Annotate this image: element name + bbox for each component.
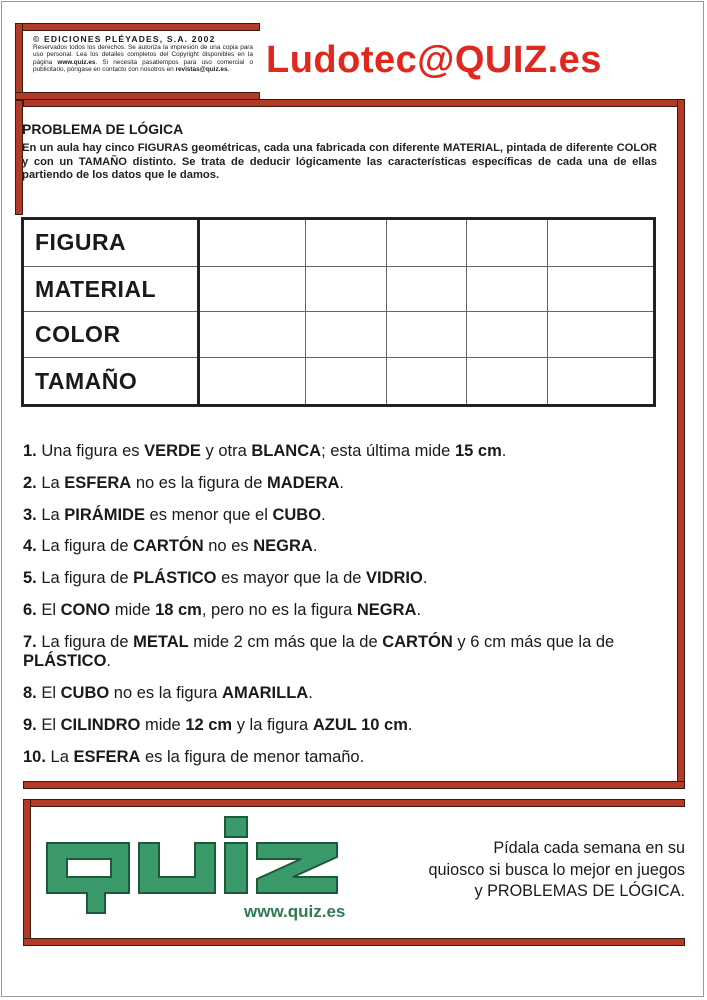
clue-item <box>23 506 663 526</box>
clue-text: mide 2 cm más que la de <box>188 632 383 651</box>
clue-text: Una figura es <box>41 442 145 460</box>
clue-text: y otra <box>200 442 252 460</box>
clue-text: La figura de <box>41 537 134 556</box>
frame-mid-bottom-bar <box>23 781 685 789</box>
grid-cell[interactable] <box>547 312 654 358</box>
grid-cell[interactable] <box>467 266 547 312</box>
clue-text: La <box>41 505 65 524</box>
clue-number: 4. <box>23 537 37 556</box>
promo-line-2: quiosco si busca lo mejor en juegos <box>428 860 685 879</box>
clue-keyword: BLANCA <box>251 442 322 460</box>
clue-text: . <box>339 473 345 492</box>
grid-cell[interactable] <box>199 266 306 312</box>
copyright-notice <box>33 34 253 73</box>
grid-cell[interactable] <box>547 358 654 406</box>
clue-text: El <box>41 600 61 619</box>
grid-cell[interactable] <box>306 219 386 267</box>
clue-keyword: VIDRIO <box>366 569 423 588</box>
logic-grid <box>21 217 656 407</box>
quiz-logo <box>45 815 375 915</box>
frame-top-left-bar <box>15 23 260 31</box>
clue-number: 8. <box>23 684 37 703</box>
clue-text: . <box>407 715 413 734</box>
clue-number: 1. <box>23 442 37 460</box>
clue-keyword: CARTÓN <box>382 632 453 651</box>
grid-row <box>23 266 655 312</box>
copyright-title: © EDICIONES PLÉYADES, S.A. 2002 <box>33 34 216 44</box>
clue-text: La <box>41 473 65 492</box>
clue-text: mide <box>110 600 156 619</box>
clue-number: 10. <box>23 747 46 766</box>
grid-cell[interactable] <box>306 266 386 312</box>
clue-text: y 6 cm más que la de <box>452 632 615 651</box>
problem-intro: En un aula hay cinco FIGURAS geométricas, cada una fabricada con diferente MATERIAL, pintada de diferente COLOR y con un TAMAÑO distinto. Se trata de deducir lógicamente las características específicas de cada una de ellas partiendo de los datos que le damos. <box>22 142 657 181</box>
clue-list <box>23 442 663 779</box>
clue-keyword: MADERA <box>267 473 340 492</box>
clue-keyword: CUBO <box>272 505 322 524</box>
clue-item <box>23 633 663 672</box>
grid-cell[interactable] <box>547 219 654 267</box>
quiz-url[interactable]: www.quiz.es <box>244 902 346 921</box>
clue-number: 9. <box>23 715 37 734</box>
grid-cell[interactable] <box>199 312 306 358</box>
copyright-text-2: . Si necesita pasatiempos para uso comercial o publicitario, póngase en contacto con nosotros en <box>33 58 253 73</box>
clue-text: es menor que el <box>144 505 273 524</box>
clue-keyword: NEGRA <box>253 537 313 556</box>
clue-keyword: CUBO <box>60 684 110 703</box>
grid-row-label: TAMAÑO <box>23 358 199 406</box>
grid-cell[interactable] <box>386 219 466 267</box>
clue-text: . <box>422 569 428 588</box>
clue-text: . <box>106 652 112 671</box>
promo-line-3: y PROBLEMAS DE LÓGICA. <box>474 882 685 900</box>
frame-horizontal-divider <box>23 99 685 107</box>
promo-text <box>376 838 685 903</box>
clue-text: ; esta última mide <box>321 442 455 460</box>
clue-text: La <box>50 747 74 766</box>
grid-row-label: MATERIAL <box>23 266 199 312</box>
clue-item <box>23 537 663 557</box>
clue-keyword: ESFERA <box>73 747 141 766</box>
clue-text: no es la figura <box>109 684 223 703</box>
grid-row-label: COLOR <box>23 312 199 358</box>
frame-footer-top-bar <box>23 799 685 807</box>
frame-footer-bottom-bar <box>23 938 685 946</box>
grid-cell[interactable] <box>386 266 466 312</box>
clue-keyword: AMARILLA <box>222 684 309 703</box>
clue-text: . <box>312 537 318 556</box>
clue-text: no es <box>203 537 254 556</box>
brand-title: Ludotec@QUIZ.es <box>266 39 602 81</box>
clue-number: 5. <box>23 569 37 588</box>
clue-text: . <box>501 442 507 460</box>
grid-cell[interactable] <box>386 358 466 406</box>
clue-item <box>23 748 663 768</box>
clue-text: y la figura <box>232 715 313 734</box>
clue-keyword: CARTÓN <box>133 537 204 556</box>
clue-keyword: AZUL 10 cm <box>312 715 408 734</box>
clue-number: 2. <box>23 473 37 492</box>
clue-keyword: CONO <box>60 600 111 619</box>
clue-text: , pero no es la figura <box>201 600 357 619</box>
grid-cell[interactable] <box>306 312 386 358</box>
copyright-email-link[interactable]: revistas@quiz.es <box>175 65 228 73</box>
clue-number: 6. <box>23 600 37 619</box>
clue-text: La figura de <box>41 569 134 588</box>
clue-item <box>23 569 663 589</box>
grid-row <box>23 358 655 406</box>
clue-item <box>23 716 663 736</box>
grid-row <box>23 312 655 358</box>
clue-text: mide <box>140 715 186 734</box>
clue-text: El <box>41 684 61 703</box>
clue-number: 3. <box>23 505 37 524</box>
frame-right-side <box>677 99 685 789</box>
grid-cell[interactable] <box>467 219 547 267</box>
clue-text: es mayor que la de <box>216 569 367 588</box>
clue-keyword: VERDE <box>144 442 201 460</box>
copyright-text-3: . <box>227 65 230 73</box>
copyright-text-1: Reservados todos los derechos. Se autoriza la impresión de una copia para uso personal. Lea los detalles completos del Copyright disponibles en la página <box>33 44 253 66</box>
clue-keyword: CILINDRO <box>60 715 141 734</box>
clue-keyword: 12 cm <box>185 715 233 734</box>
problem-title: PROBLEMA DE LÓGICA <box>22 121 184 137</box>
clue-keyword: PLÁSTICO <box>133 569 217 588</box>
grid-row <box>23 219 655 267</box>
clue-keyword: 15 cm <box>454 442 502 460</box>
clue-item <box>23 601 663 621</box>
clue-keyword: NEGRA <box>356 600 417 619</box>
frame-top-left-vertical <box>15 23 23 100</box>
clue-keyword: 18 cm <box>155 600 202 619</box>
clue-item <box>23 474 663 494</box>
grid-cell[interactable] <box>386 312 466 358</box>
clue-text: La figura de <box>41 632 134 651</box>
clue-keyword: PLÁSTICO <box>23 652 107 671</box>
clue-keyword: ESFERA <box>64 473 132 492</box>
grid-cell[interactable] <box>547 266 654 312</box>
clue-text: . <box>416 600 422 619</box>
clue-keyword: METAL <box>133 632 189 651</box>
clue-text: El <box>41 715 61 734</box>
clue-number: 7. <box>23 632 37 651</box>
clue-item <box>23 684 663 704</box>
promo-line-1: Pídala cada semana en su <box>493 839 685 857</box>
clue-text: . <box>321 505 326 524</box>
clue-text: . <box>308 684 313 703</box>
grid-cell[interactable] <box>306 358 386 406</box>
grid-cell[interactable] <box>467 358 547 406</box>
grid-cell[interactable] <box>199 219 306 267</box>
copyright-site-link[interactable]: www.quiz.es <box>57 58 96 66</box>
grid-cell[interactable] <box>467 312 547 358</box>
clue-keyword: PIRÁMIDE <box>64 505 145 524</box>
clue-item <box>23 442 663 462</box>
frame-footer-left <box>23 799 31 946</box>
clue-text: no es la figura de <box>131 473 267 492</box>
grid-cell[interactable] <box>199 358 306 406</box>
clue-text: es la figura de menor tamaño. <box>140 747 365 766</box>
grid-row-label: FIGURA <box>23 219 199 267</box>
